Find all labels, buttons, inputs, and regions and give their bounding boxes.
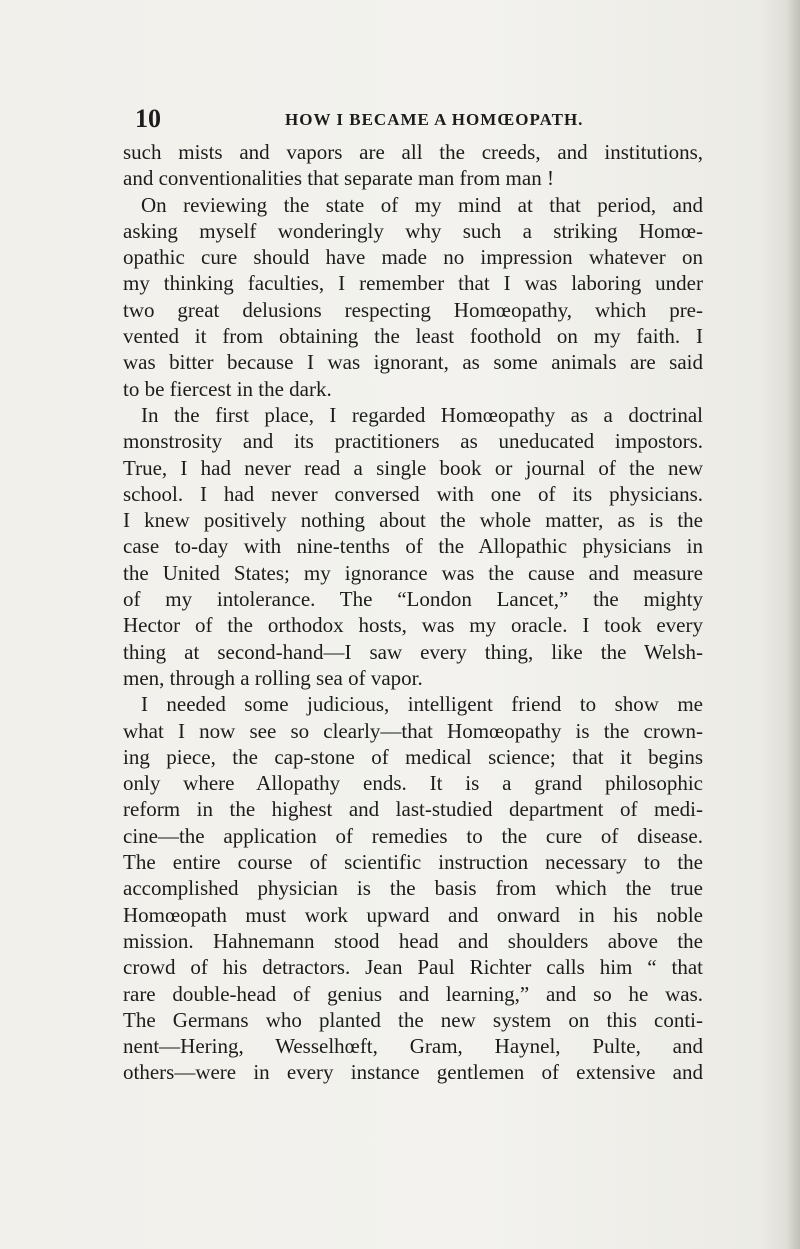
text-line: of my intolerance. The “London Lancet,” the mighty <box>123 587 703 612</box>
page-number: 10 <box>135 104 161 133</box>
text-line: two great delusions respecting Homœopathy, which pre- <box>123 297 703 322</box>
text-line: opathic cure should have made no impression whatever on <box>123 245 703 270</box>
text-line: was bitter because I was ignorant, as some animals are said <box>123 350 703 375</box>
text-line: school. I had never conversed with one of its physicians. <box>123 481 703 506</box>
text-line: monstrosity and its practitioners as uneducated impostors. <box>123 429 703 454</box>
text-line: rare double-head of genius and learning,” and so he was. <box>123 981 703 1006</box>
text-line: thing at second-hand—I saw every thing, like the Welsh- <box>123 639 703 664</box>
text-line: The Germans who planted the new system on this conti- <box>123 1007 703 1032</box>
text-line: my thinking faculties, I remember that I was laboring under <box>123 271 703 296</box>
text-line: reform in the highest and last-studied department of medi- <box>123 797 703 822</box>
text-line: ing piece, the cap-stone of medical science; that it begins <box>123 744 703 769</box>
text-line: nent—Hering, Wesselhœft, Gram, Haynel, Pulte, and <box>123 1034 703 1059</box>
text-line: cine—the application of remedies to the cure of disease. <box>123 823 703 848</box>
text-line: crowd of his detractors. Jean Paul Richter calls him “ that <box>123 955 703 980</box>
running-head: HOW I BECAME A HOMŒOPATH. <box>285 110 584 129</box>
text-line: The entire course of scientific instruction necessary to the <box>123 850 703 875</box>
text-line: mission. Hahnemann stood head and shoulders above the <box>123 928 703 953</box>
text-line: Hector of the orthodox hosts, was my oracle. I took every <box>123 613 703 638</box>
text-line: the United States; my ignorance was the cause and measure <box>123 560 703 585</box>
text-line: I needed some judicious, intelligent friend to show me <box>141 692 703 717</box>
text-line: others—were in every instance gentlemen of extensive and <box>123 1060 703 1085</box>
text-line: and conventionalities that separate man from man ! <box>123 166 554 191</box>
text-line: what I now see so clearly—that Homœopathy is the crown- <box>123 718 703 743</box>
text-line: case to-day with nine-tenths of the Allopathic physicians in <box>123 534 703 559</box>
text-line: such mists and vapors are all the creeds, and institutions, <box>123 140 703 164</box>
text-line: to be fiercest in the dark. <box>123 376 332 401</box>
body-text <box>123 139 703 1086</box>
text-line: men, through a rolling sea of vapor. <box>123 665 423 690</box>
text-line: asking myself wonderingly why such a striking Homœ- <box>123 218 703 243</box>
page-header <box>135 104 695 134</box>
page-edge-shadow <box>786 0 800 1249</box>
text-line: accomplished physician is the basis from which the true <box>123 876 703 901</box>
text-line: only where Allopathy ends. It is a grand philosophic <box>123 771 703 796</box>
text-line: I knew positively nothing about the whole matter, as is the <box>123 508 703 533</box>
text-line: On reviewing the state of my mind at that period, and <box>141 192 703 217</box>
text-line: In the first place, I regarded Homœopathy as a doctrinal <box>141 402 703 427</box>
text-line: vented it from obtaining the least foothold on my faith. I <box>123 324 703 349</box>
text-line: True, I had never read a single book or journal of the new <box>123 455 703 480</box>
text-line: Homœopath must work upward and onward in his noble <box>123 902 703 927</box>
